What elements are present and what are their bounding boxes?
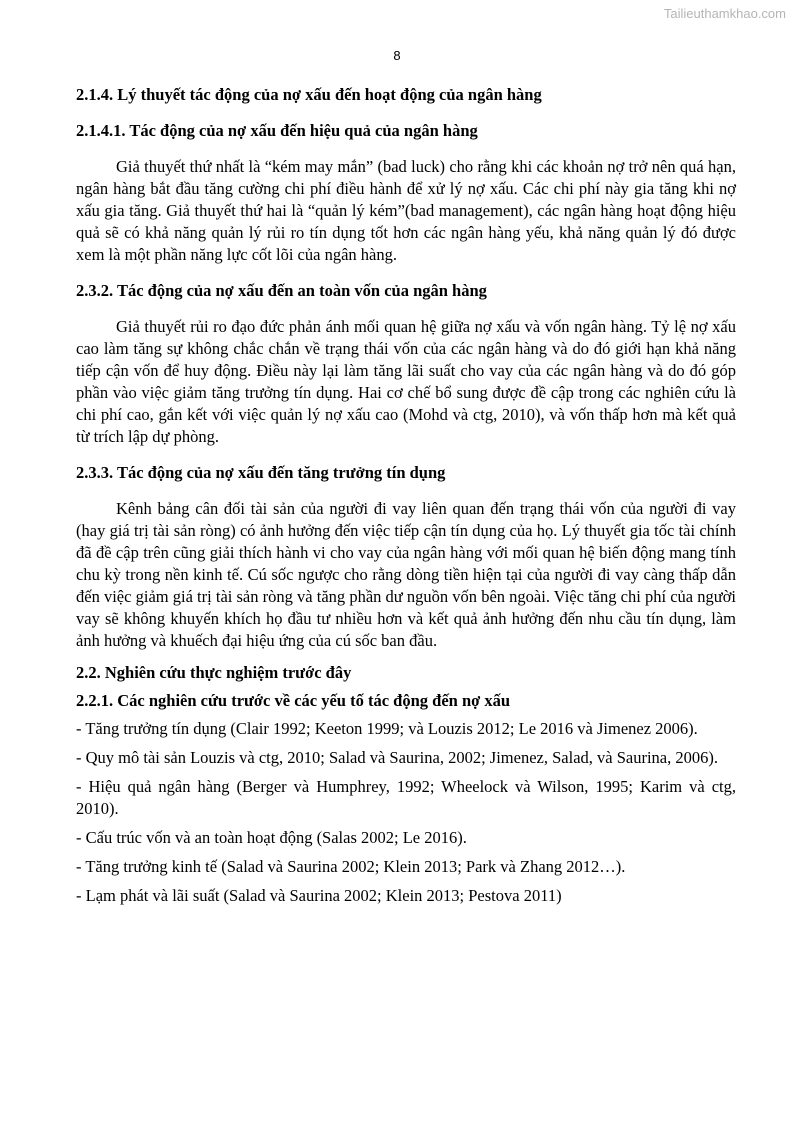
section-2-2-heading: 2.2. Nghiên cứu thực nghiệm trước đây: [76, 663, 352, 682]
section-2-3-2-heading: 2.3.2. Tác động của nợ xấu đến an toàn vốn của ngân hàng: [76, 281, 487, 300]
list-item: - Hiệu quả ngân hàng (Berger và Humphrey, 1992; Wheelock và Wilson, 1995; Karim và ctg, 2010).: [76, 777, 736, 818]
section-2-1-4-1-heading: 2.1.4.1. Tác động của nợ xấu đến hiệu quả của ngân hàng: [76, 121, 478, 140]
section-2-3-3-paragraph: Kênh bảng cân đối tài sản của người đi vay liên quan đến trạng thái vốn của người đi vay (hay giá trị tài sản ròng) có ảnh hưởng đến việc tiếp cận tín dụng của họ. Lý thuyết gia tốc tài chính đã đề cập trên cũng giải thích hành vi cho vay của ngân hàng với mối quan hệ biến động mang tính chu kỳ trong nền kinh tế. Cú sốc ngược cho rằng dòng tiền hiện tại của người đi vay càng thấp dẫn đến việc giảm giá trị tài sản ròng và tăng phần dư nguồn vốn bên ngoài. Việc tăng chi phí của người vay sẽ không khuyến khích họ đầu tư nhiều hơn và kết quả ảnh hưởng đến nhu cầu tín dụng, làm ảnh hưởng và khuếch đại hiệu ứng của cú sốc ban đầu.: [76, 499, 736, 650]
list-item: - Cấu trúc vốn và an toàn hoạt động (Salas 2002; Le 2016).: [76, 828, 467, 847]
list-item: - Tăng trưởng kinh tế (Salad và Saurina 2002; Klein 2013; Park và Zhang 2012…).: [76, 857, 626, 876]
section-2-3-2-paragraph: Giả thuyết rủi ro đạo đức phản ánh mối quan hệ giữa nợ xấu và vốn ngân hàng. Tỷ lệ nợ xấu cao làm tăng sự không chắc chắn về trạng thái vốn của các ngân hàng và do đó giới hạn khả năng tiếp cận vốn để huy động. Điều này lại làm tăng lãi suất cho vay của các ngân hàng và do đó góp phần vào việc giảm tăng trưởng tín dụng. Hai cơ chế bổ sung được đề cập trong các nghiên cứu là chi phí cao, gắn kết với việc quản lý nợ xấu cao (Mohd và ctg, 2010), và vốn thấp hơn mà kết quả từ trích lập dự phòng.: [76, 317, 736, 446]
section-2-1-4-heading: 2.1.4. Lý thuyết tác động của nợ xấu đến hoạt động của ngân hàng: [76, 85, 542, 104]
list-item: - Lạm phát và lãi suất (Salad và Saurina 2002; Klein 2013; Pestova 2011): [76, 886, 562, 905]
document-body: [76, 84, 736, 914]
section-2-2-1-heading: 2.2.1. Các nghiên cứu trước về các yếu tố tác động đến nợ xấu: [76, 691, 511, 710]
list-item: - Tăng trưởng tín dụng (Clair 1992; Keeton 1999; và Louzis 2012; Le 2016 và Jimenez 2006).: [76, 719, 698, 738]
factor-list: [76, 718, 736, 907]
watermark: Tailieuthamkhao.com: [663, 6, 786, 21]
section-2-1-4-1-paragraph: Giả thuyết thứ nhất là “kém may mắn” (bad luck) cho rằng khi các khoản nợ trở nên quá hạn, ngân hàng bắt đầu tăng cường chi phí điều hành để xử lý nợ xấu. Các chi phí này gia tăng khi nợ xấu gia tăng. Giả thuyết thứ hai là “quản lý kém”(bad management), các ngân hàng hoạt động hiệu quả sẽ có khả năng quản lý rủi ro tín dụng tốt hơn các ngân hàng yếu, khả năng quản lý đó được xem là một phần năng lực cốt lõi của ngân hàng.: [76, 157, 736, 264]
page-number: 8: [393, 48, 401, 63]
section-2-3-3-heading: 2.3.3. Tác động của nợ xấu đến tăng trưởng tín dụng: [76, 463, 446, 482]
list-item: - Quy mô tài sản Louzis và ctg, 2010; Salad và Saurina, 2002; Jimenez, Salad, và Saurina, 2006).: [76, 748, 718, 767]
